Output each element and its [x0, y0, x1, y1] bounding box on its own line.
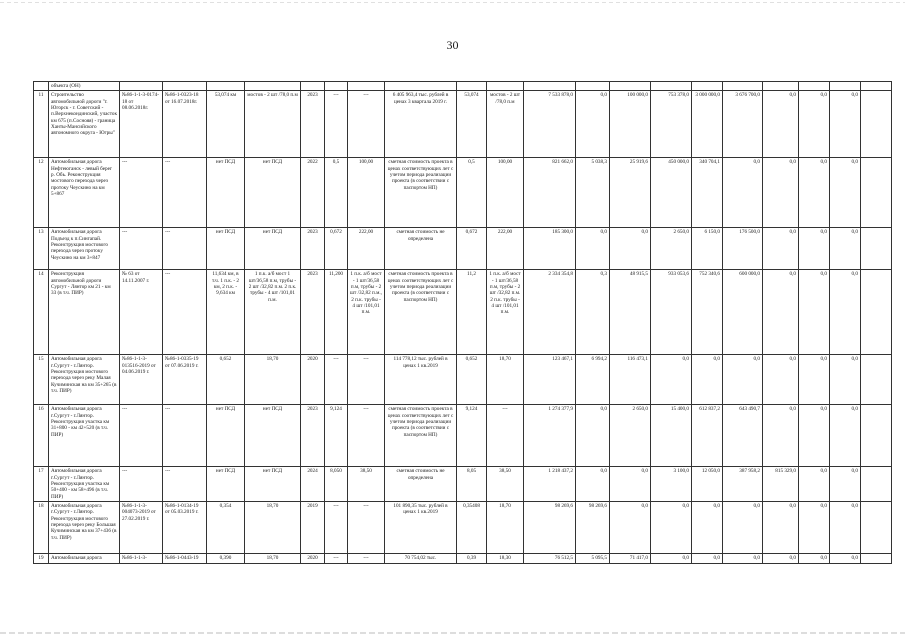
table-cell-v4: 0,0: [651, 355, 692, 405]
table-cell-v2: 5 038,3: [576, 158, 610, 228]
table-cell-empty: [861, 467, 892, 502]
table-cell-length: 53,074 км: [207, 91, 245, 158]
table-cell-name: Реконструкция автомобильной дороги Сургут - Лянтор км 21 - км 33 (в т.ч. ПИР): [49, 270, 120, 355]
table-cell-v2: 0,3: [576, 270, 610, 355]
table-row: [34, 158, 892, 228]
table-cell-v2: 98 269,6: [576, 502, 610, 554]
table-cell-no: 17: [34, 467, 49, 502]
table-cell-cost_info: 6 405 963,4 тыс. рублей в ценах 3 квартала 2019 г.: [385, 91, 457, 158]
table-cell-empty: [861, 405, 892, 467]
table-cell-c12: 222,00: [487, 228, 524, 270]
table-cell-length: нет ПСД: [207, 228, 245, 270]
table-cell-empty: [861, 158, 892, 228]
table-cell-no: 18: [34, 502, 49, 554]
table-cell-v3: 71 417,0: [610, 554, 651, 564]
table-cell-v2: 0,0: [576, 228, 610, 270]
table-cell-v3: 0,0: [610, 228, 651, 270]
table-cell-length: 11,634 км, в т.ч. 1 п.к. - 2 км, 2 п.к. - 9,634 км: [207, 270, 245, 355]
table-cell-v9: 0,0: [830, 91, 861, 158]
table-cell-expertise: №86-1-0443-19: [163, 554, 207, 564]
table-cell-v9: 0,0: [830, 554, 861, 564]
table-cell-year: 2023: [301, 91, 325, 158]
table-cell-length: 0,652: [207, 355, 245, 405]
table-cell-v9: 0,0: [830, 355, 861, 405]
table-cell-permit: ---: [120, 228, 163, 270]
table-cell-cost_info: сметная стоимость не определена: [385, 467, 457, 502]
table-cell-cost_info: сметная стоимость проекта в ценах соответствующих лет с учетом периода реализации проекта (в соответствии с паспортом НП): [385, 158, 457, 228]
table-cell-v9: 0,0: [830, 228, 861, 270]
table-cell-v6: 643 490,7: [723, 405, 763, 467]
table-cell-c9: 222,00: [348, 228, 385, 270]
table-cell-v7: 0,0: [763, 91, 799, 158]
table-cell-c12: 18,30: [487, 554, 524, 564]
table-cell-v1: 123 467,1: [524, 355, 576, 405]
table-cell-c9: ---: [348, 502, 385, 554]
table-cell-c8: ---: [325, 502, 348, 554]
table-row: [34, 467, 892, 502]
header-row-text: объекта (ОН): [49, 82, 120, 91]
table-cell-c8: ---: [325, 355, 348, 405]
table-cell-v8: 0,0: [799, 554, 830, 564]
table-cell-no: 11: [34, 91, 49, 158]
table-cell-c8: ---: [325, 91, 348, 158]
table-cell-c11: 0,672: [457, 228, 487, 270]
table-cell-cost_info: сметная стоимость не определена: [385, 228, 457, 270]
table-cell-v7: 0,0: [763, 405, 799, 467]
table-cell-v4: 3 100,0: [651, 467, 692, 502]
table-cell-v2: 0,0: [576, 91, 610, 158]
table-cell-c9: 1 п.к. а/б мост - 1 шт/36,58 п.м, трубы - 2 шт /32,82 п.м., 2 п.к. трубы - 4 шт /101,01 п.м.: [348, 270, 385, 355]
table-cell-v7: 0,0: [763, 355, 799, 405]
table-cell-v1: 76 512,5: [524, 554, 576, 564]
table-cell-name: Автомобильная дорога Подъезд к п.Сингапай. Реконструкция мостового перехода через протоку Чеускино на км 3+847: [49, 228, 120, 270]
page-number: 30: [446, 38, 459, 52]
table-cell-v8: 0,0: [799, 158, 830, 228]
table-cell-permit: ---: [120, 158, 163, 228]
table-cell-no: 16: [34, 405, 49, 467]
table-cell-c8: ---: [325, 554, 348, 564]
table-cell-year: 2020: [301, 554, 325, 564]
table-cell-v1: 1 274 377,9: [524, 405, 576, 467]
table-cell-expertise: ---: [163, 158, 207, 228]
table-cell-bridges: нет ПСД: [245, 467, 301, 502]
table-cell-bridges: нет ПСД: [245, 405, 301, 467]
table-cell-v5: 0,0: [692, 502, 723, 554]
table-row: [34, 405, 892, 467]
table-cell-cost_info: 114 778,12 тыс. рублей в ценах 1 кв.2019: [385, 355, 457, 405]
table-cell-v1: 7 533 878,0: [524, 91, 576, 158]
table-cell-c12: 38,50: [487, 467, 524, 502]
table-cell-v4: 450 000,0: [651, 158, 692, 228]
table-cell-name: Автомобильная дорога Нефтеюганск - левый берег р. Обь. Реконструкция мостового перехода через протоку Чеускино на км 5+867: [49, 158, 120, 228]
table-cell-c12: 1 п.к. а/б мост - 1 шт/36,58 п.м, трубы - 2 шт /32,82 п.м. 2 п.к. трубы - 4 шт /101,01 п.м.: [487, 270, 524, 355]
table-cell-empty: [861, 228, 892, 270]
table-cell-v8: 0,0: [799, 405, 830, 467]
table-cell-v2: 0,0: [576, 467, 610, 502]
table-cell-empty: [861, 502, 892, 554]
table-cell-name: Автомобильная дорога г.Сургут - г.Лянтор. Реконструкция мостового перехода через реку Малая Кучиминская на км 35+265 (в т.ч. ПИР): [49, 355, 120, 405]
table-cell-permit: № 63 от 14.11.2007 г.: [120, 270, 163, 355]
table-cell-permit: №86-1-1-3-004073-2019 от 27.02.2019 г.: [120, 502, 163, 554]
table-cell-year: 2023: [301, 228, 325, 270]
table-cell-c9: ---: [348, 554, 385, 564]
table-cell-v7: 815 329,0: [763, 467, 799, 502]
table-cell-v3: 100 000,0: [610, 91, 651, 158]
table-row: [34, 355, 892, 405]
table-cell-year: 2023: [301, 405, 325, 467]
table-cell-c9: ---: [348, 405, 385, 467]
table-cell-v8: 0,0: [799, 467, 830, 502]
table-cell-year: 2020: [301, 355, 325, 405]
table-cell-c8: 0,672: [325, 228, 348, 270]
table-cell-expertise: ---: [163, 228, 207, 270]
table-cell-v9: 0,0: [830, 405, 861, 467]
table-cell-c11: 53,074: [457, 91, 487, 158]
table-cell-v4: 0,0: [651, 554, 692, 564]
table-cell-expertise: ---: [163, 467, 207, 502]
table-cell-c11: 0,35408: [457, 502, 487, 554]
table-cell-v6: 0,0: [723, 554, 763, 564]
table-cell-length: нет ПСД: [207, 405, 245, 467]
table-cell-name: Автомобильная дорога: [49, 554, 120, 564]
table-cell-length: нет ПСД: [207, 467, 245, 502]
table-cell-v5: 752 340,6: [692, 270, 723, 355]
table-cell-expertise: №86-1-0134-19 от 05.03.2019 г.: [163, 502, 207, 554]
table-row: [34, 228, 892, 270]
table-cell-c8: 0,5: [325, 158, 348, 228]
objects-table: [33, 81, 892, 564]
table-cell-v4: 2 650,0: [651, 228, 692, 270]
table-cell-no: 15: [34, 355, 49, 405]
table-cell-bridges: мостов - 2 шт /78,0 п.м: [245, 91, 301, 158]
table-cell-v3: 25 919,6: [610, 158, 651, 228]
table-cell-no: 14: [34, 270, 49, 355]
table-cell-cost_info: 70 754,02 тыс.: [385, 554, 457, 564]
table-cell-length: 0,354: [207, 502, 245, 554]
header-row: [34, 82, 892, 91]
table-cell-no: 12: [34, 158, 49, 228]
table-cell-c11: 8,05: [457, 467, 487, 502]
table-cell-v5: 3 000 000,0: [692, 91, 723, 158]
table-cell-v9: 0,0: [830, 158, 861, 228]
table-cell-c11: 0,5: [457, 158, 487, 228]
table-cell-v5: 0,0: [692, 554, 723, 564]
table-cell-v2: 6 994,2: [576, 355, 610, 405]
table-cell-v8: 0,0: [799, 228, 830, 270]
table-cell-v4: 0,0: [651, 502, 692, 554]
table-cell-year: 2024: [301, 467, 325, 502]
table-cell-v1: 185 300,0: [524, 228, 576, 270]
table-cell-c9: 100,00: [348, 158, 385, 228]
table-cell-expertise: №86-1-0323-18 от 16.07.2018г.: [163, 91, 207, 158]
table-cell-v8: 0,0: [799, 355, 830, 405]
table-cell-v8: 0,0: [799, 502, 830, 554]
table-cell-v7: 0,0: [763, 270, 799, 355]
table-cell-year: 2019: [301, 502, 325, 554]
table-cell-v7: 0,0: [763, 554, 799, 564]
table-cell-v1: 98 269,6: [524, 502, 576, 554]
table-cell-c8: 9,124: [325, 405, 348, 467]
table-cell-cost_info: сметная стоимость проекта в ценах соответствующих лет с учетом периода реализации проекта (в соответствии с паспортом НП): [385, 270, 457, 355]
table-cell-v6: 3 676 700,0: [723, 91, 763, 158]
table-cell-expertise: ---: [163, 270, 207, 355]
table-cell-v9: 0,0: [830, 467, 861, 502]
table-cell-bridges: 18,70: [245, 502, 301, 554]
table-cell-v1: 821 662,0: [524, 158, 576, 228]
table-cell-expertise: №86-1-0335-19 от 07.06.2019 г.: [163, 355, 207, 405]
table-cell-no: 19: [34, 554, 49, 564]
table-cell-c9: ---: [348, 91, 385, 158]
table-cell-expertise: ---: [163, 405, 207, 467]
table-cell-v3: 0,0: [610, 502, 651, 554]
table-cell-v5: 340 704,1: [692, 158, 723, 228]
table-cell-v8: 0,0: [799, 91, 830, 158]
table-cell-v7: 0,0: [763, 158, 799, 228]
table-cell-name: Автомобильная дорога г.Сургут - г.Лянтор. Реконструкция мостового перехода через реку Большая Кучиминская на км 37+436 (в т.ч. ПИР): [49, 502, 120, 554]
table-cell-bridges: нет ПСД: [245, 158, 301, 228]
table-cell-c11: 11,2: [457, 270, 487, 355]
table-cell-v6: 600 000,0: [723, 270, 763, 355]
table-cell-empty: [861, 355, 892, 405]
table-cell-v5: 6 150,0: [692, 228, 723, 270]
table-cell-bridges: 18,70: [245, 355, 301, 405]
table-cell-c9: ---: [348, 355, 385, 405]
table-cell-v5: 12 050,0: [692, 467, 723, 502]
table-cell-year: 2022: [301, 158, 325, 228]
table-cell-c12: ---: [487, 405, 524, 467]
table-cell-v4: 933 053,6: [651, 270, 692, 355]
table-cell-c8: 11,200: [325, 270, 348, 355]
table-cell-v3: 116 473,1: [610, 355, 651, 405]
table-cell-v7: 0,0: [763, 502, 799, 554]
table-cell-permit: ---: [120, 467, 163, 502]
table-cell-v6: 176 500,0: [723, 228, 763, 270]
table-row: [34, 502, 892, 554]
table-cell-v4: 15 400,0: [651, 405, 692, 467]
table-cell-c12: 18,70: [487, 502, 524, 554]
table-cell-v1: 1 218 437,2: [524, 467, 576, 502]
table-cell-v6: 0,0: [723, 158, 763, 228]
table-cell-v8: 0,0: [799, 270, 830, 355]
table-cell-empty: [861, 554, 892, 564]
table-cell-c9: 38,50: [348, 467, 385, 502]
table-cell-permit: №86-1-1-3-0174-18 от 08.06.2018г.: [120, 91, 163, 158]
table-row: [34, 270, 892, 355]
table-cell-permit: ---: [120, 405, 163, 467]
table-cell-cost_info: 101 890,35 тыс. рублей в ценах 1 кв.2019: [385, 502, 457, 554]
table-cell-bridges: 1 п.к. а/б мост 1 шт/36,58 п.м, трубы - 2 шт /32,82 п.м. 2 п.к. трубы - 4 шт /101,01 п.м.: [245, 270, 301, 355]
table-cell-c12: 100,00: [487, 158, 524, 228]
table-cell-c11: 9,124: [457, 405, 487, 467]
table-cell-bridges: нет ПСД: [245, 228, 301, 270]
table-cell-v6: 0,0: [723, 502, 763, 554]
scan-artifact-bottom: [0, 632, 905, 634]
table-cell-bridges: 18,70: [245, 554, 301, 564]
table-cell-v4: 753 378,0: [651, 91, 692, 158]
table-cell-name: Автомобильная дорога г.Сургут - г.Лянтор. Реконструкция участка км 31+800 - км 42+520 (в т.ч. ПИР): [49, 405, 120, 467]
table-cell-v5: 0,0: [692, 355, 723, 405]
table-cell-permit: №86-1-1-3-: [120, 554, 163, 564]
table-cell-v5: 612 837,2: [692, 405, 723, 467]
table-cell-v6: 387 958,2: [723, 467, 763, 502]
table-cell-length: нет ПСД: [207, 158, 245, 228]
table-cell-c11: 0,39: [457, 554, 487, 564]
table-cell-v3: 0,0: [610, 467, 651, 502]
table-cell-v3: 2 650,0: [610, 405, 651, 467]
table-cell-v6: 0,0: [723, 355, 763, 405]
table-cell-name: Строительство автомобильной дороги "г. Югорск - г. Советский - п.Верхнекондинский, участок км 675 (п.Соснояя) - граница Ханты-Мансийского автономного округа - Югры": [49, 91, 120, 158]
table-cell-c12: 18,70: [487, 355, 524, 405]
table-cell-year: 2023: [301, 270, 325, 355]
table-cell-v9: 0,0: [830, 270, 861, 355]
table-cell-permit: №86-1-1-3-013516-2019 от 04.06.2019 г.: [120, 355, 163, 405]
table-row: [34, 91, 892, 158]
table-cell-v3: 48 915,5: [610, 270, 651, 355]
table-cell-c11: 0,652: [457, 355, 487, 405]
table-cell-cost_info: сметная стоимость проекта в ценах соответствующих лет с учетом периода реализации проекта (в соответствии с паспортом НП): [385, 405, 457, 467]
table-cell-c8: 8,050: [325, 467, 348, 502]
table-cell-length: 0,390: [207, 554, 245, 564]
table-cell-c12: мостов - 2 шт /78,0 п.м: [487, 91, 524, 158]
scan-artifact-top: [0, 2, 905, 3]
table-cell-v2: 5 095,5: [576, 554, 610, 564]
table-cell-no: 13: [34, 228, 49, 270]
table-cell-v1: 2 334 354,8: [524, 270, 576, 355]
table-cell-v2: 0,0: [576, 405, 610, 467]
table-cell-name: Автомобильная дорога г.Сургут - г.Лянтор. Реконструкция участка км 50+400 - км 58+496 (в т.ч. ПИР): [49, 467, 120, 502]
table-row: [34, 554, 892, 564]
table-cell-v7: 0,0: [763, 228, 799, 270]
table-cell-empty: [861, 270, 892, 355]
table-cell-v9: 0,0: [830, 502, 861, 554]
table-cell-empty: [861, 91, 892, 158]
